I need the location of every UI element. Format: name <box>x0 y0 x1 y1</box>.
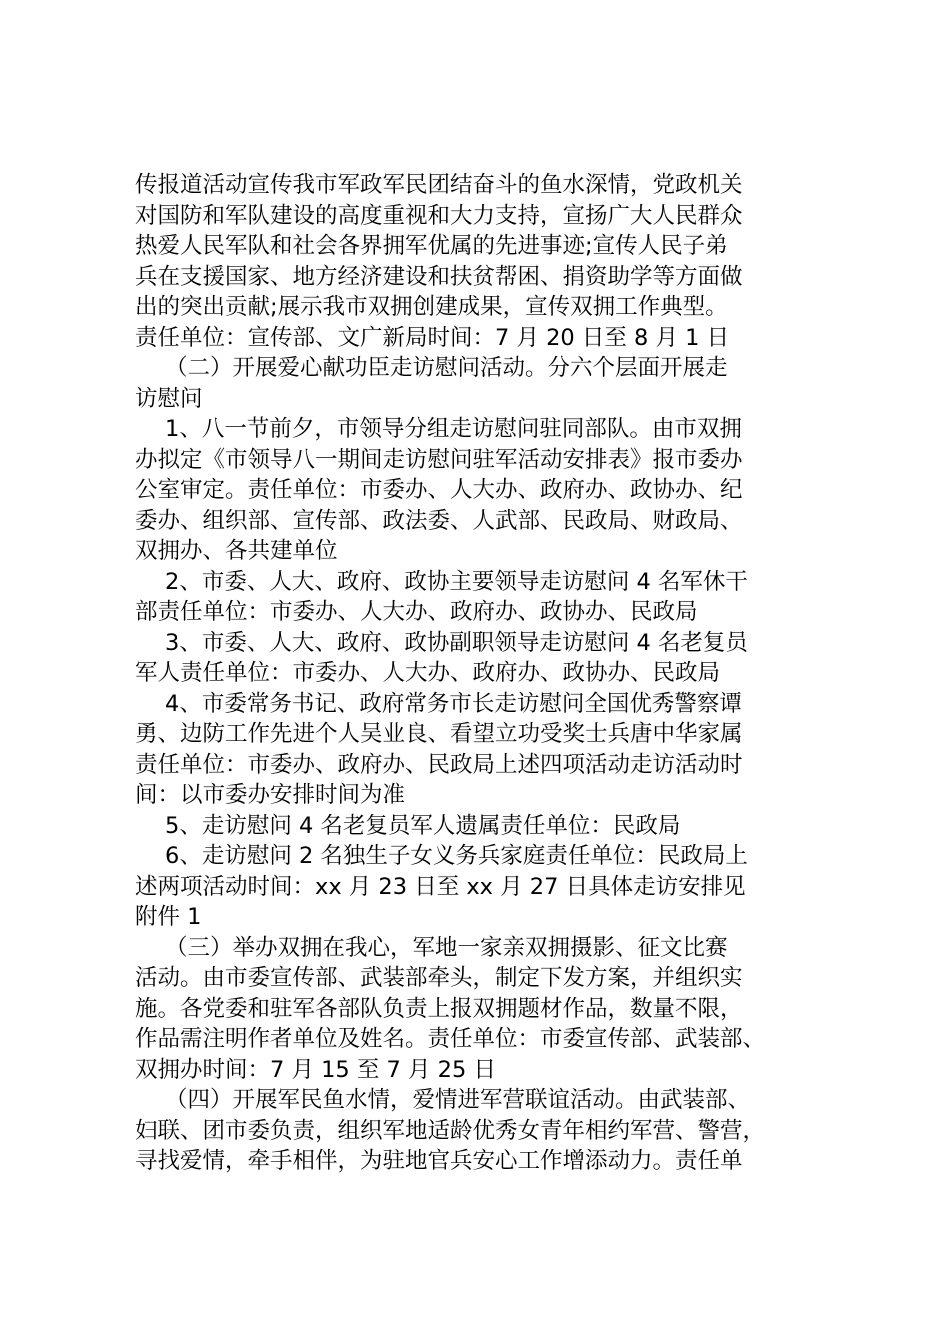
list-item-4: 4、市委常务书记、政府常务市长走访慰问全国优秀警察谭 <box>165 690 742 717</box>
list-item-3: 3、市委、人大、政府、政协副职领导走访慰问 4 名老复员 <box>165 629 748 656</box>
text-line-10: 办拟定《市领导八一期间走访慰问驻军活动安排表》报市委办 <box>135 446 743 473</box>
text-line-25: 附件 1 <box>135 904 202 930</box>
section-heading-2: （二）开展爱心献功臣走访慰问活动。分六个层面开展走 <box>165 355 728 381</box>
text-line-32: 妇联、团市委负责，组织军地适龄优秀女青年相约军营、警营， <box>135 1117 766 1144</box>
section-heading-3: （三）举办双拥在我心，军地一家亲双拥摄影、征文比赛 <box>165 934 728 961</box>
text-line-5: 出的突出贡献;展示我市双拥创建成果，宣传双拥工作典型。 <box>135 294 728 320</box>
text-line-30: 双拥办时间：7 月 15 至 7 月 25 日 <box>135 1056 496 1083</box>
list-item-6: 6、走访慰问 2 名独生子女义务兵家庭责任单位：民政局上 <box>165 843 748 869</box>
text-line-13: 双拥办、各共建单位 <box>135 538 338 564</box>
text-line-28: 施。各党委和驻军各部队负责上报双拥题材作品，数量不限， <box>135 995 743 1022</box>
text-line-17: 军人责任单位：市委办、人大办、政府办、政协办、民政局 <box>135 660 721 686</box>
text-line-1: 传报道活动宣传我市军政军民团结奋斗的鱼水深情，党政机关 <box>135 172 743 198</box>
text-line-20: 责任单位：市委办、政府办、民政局上述四项活动走访活动时 <box>135 751 743 778</box>
text-line-6: 责任单位：宣传部、文广新局时间：7 月 20 日至 8 月 1 日 <box>135 324 730 351</box>
text-line-27: 活动。由市委宣传部、武装部牵头，制定下发方案，并组织实 <box>135 965 743 991</box>
text-line-12: 委办、组织部、宣传部、政法委、人武部、民政局、财政局、 <box>135 507 743 534</box>
text-line-3: 热爱人民军队和社会各界拥军优属的先进事迹;宣传人民子弟 <box>135 233 728 259</box>
text-line-29: 作品需注明作者单位及姓名。责任单位：市委宣传部、武装部、 <box>135 1026 766 1052</box>
document-body <box>135 170 845 1177</box>
list-item-1: 1、八一节前夕，市领导分组走访慰问驻同部队。由市双拥 <box>165 416 742 442</box>
list-item-2: 2、市委、人大、政府、政协主要领导走访慰问 4 名军休干 <box>165 568 748 595</box>
text-line-11: 公室审定。责任单位：市委办、人大办、政府办、政协办、纪 <box>135 477 743 503</box>
text-line-8: 访慰问 <box>135 385 203 412</box>
text-line-4: 兵在支援国家、地方经济建设和扶贫帮困、捐资助学等方面做 <box>135 263 743 290</box>
section-heading-4: （四）开展军民鱼水情，爱情进军营联谊活动。由武装部、 <box>165 1087 751 1113</box>
text-line-33: 寻找爱情，牵手相伴，为驻地官兵安心工作增添动力。责任单 <box>135 1148 743 1174</box>
text-line-24: 述两项活动时间：xx 月 23 日至 xx 月 27 日具体走访安排见 <box>135 873 746 900</box>
text-line-19: 勇、边防工作先进个人吴业良、看望立功受奖士兵唐中华家属 <box>135 721 743 747</box>
text-line-21: 间：以市委办安排时间为准 <box>135 782 406 808</box>
text-line-15: 部责任单位：市委办、人大办、政府办、政协办、民政局 <box>135 599 698 625</box>
text-line-2: 对国防和军队建设的高度重视和大力支持，宣扬广大人民群众 <box>135 202 743 229</box>
list-item-5: 5、走访慰问 4 名老复员军人遗属责任单位：民政局 <box>165 812 681 839</box>
